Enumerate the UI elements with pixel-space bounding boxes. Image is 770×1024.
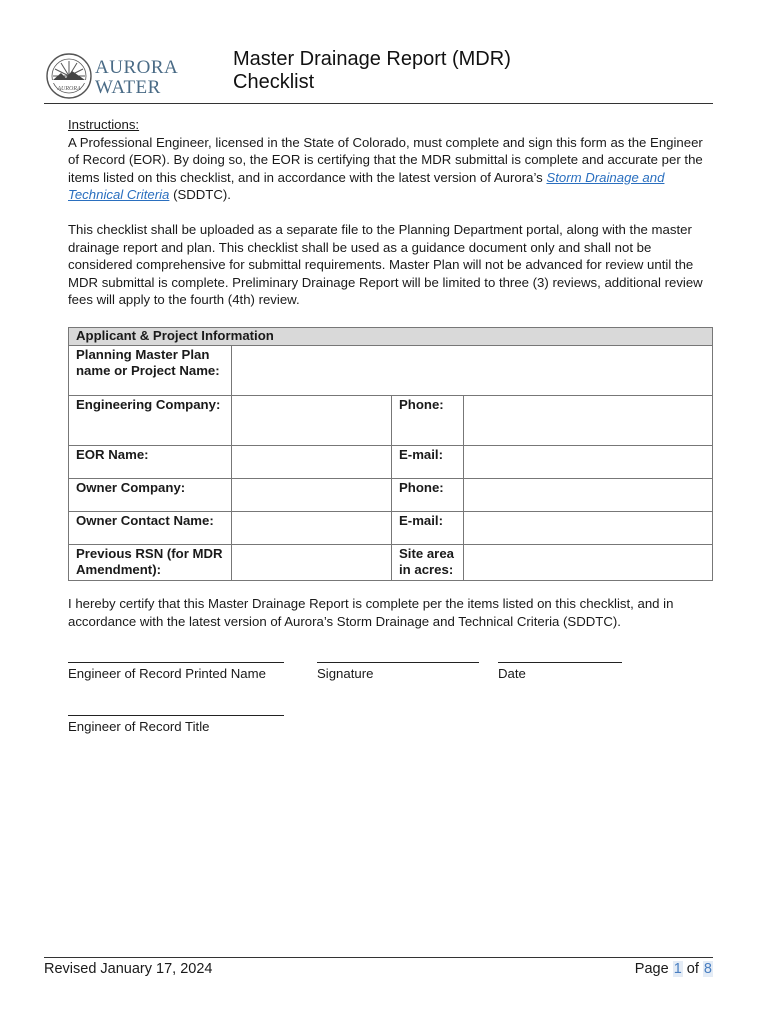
- owner-phone-field[interactable]: [464, 478, 713, 511]
- owner-contact-field[interactable]: [232, 511, 392, 544]
- title-line-2: Checklist: [233, 71, 315, 93]
- owner-company-label: Owner Company:: [69, 478, 232, 511]
- instructions-text-end: (SDDTC).: [169, 187, 231, 203]
- page-indicator: [635, 961, 713, 977]
- printed-name-line[interactable]: [68, 662, 284, 663]
- signature-line[interactable]: [317, 662, 479, 663]
- owner-company-field[interactable]: [232, 478, 392, 511]
- footer-divider: [44, 957, 713, 958]
- table-heading: Applicant & Project Information: [69, 328, 713, 346]
- date-label: Date: [498, 666, 526, 681]
- engineering-company-label: Engineering Company:: [69, 395, 232, 445]
- sddtc-link[interactable]: Storm Drainage and Technical Criteria: [68, 169, 665, 203]
- page-current: 1: [673, 961, 682, 977]
- logo-wordmark: [95, 58, 178, 98]
- eor-email-field[interactable]: [464, 445, 713, 478]
- instructions-label: Instructions:: [68, 117, 140, 132]
- project-name-label: Planning Master Plan name or Project Name:: [69, 345, 232, 395]
- page-of: of: [682, 961, 703, 977]
- engineering-phone-field[interactable]: [464, 395, 713, 445]
- aurora-water-logo: [45, 52, 185, 102]
- page-title: [233, 48, 511, 94]
- instructions-text: A Professional Engineer, licensed in the State of Colorado, must complete and sign this form as the Engineer of Record (EOR). By doing so, the EOR is certifying that the MDR submittal is complete and accurate per the items listed on this checklist, and in accordance with the latest version of Aurora’s: [68, 134, 703, 185]
- owner-email-field[interactable]: [464, 511, 713, 544]
- header-divider: [44, 103, 713, 104]
- owner-email-label: E-mail:: [392, 511, 464, 544]
- signature-label: Signature: [317, 666, 374, 681]
- page-total: 8: [703, 961, 712, 977]
- instructions-block: [68, 116, 713, 204]
- engineering-company-field[interactable]: [232, 395, 392, 445]
- date-line[interactable]: [498, 662, 622, 663]
- owner-phone-label: Phone:: [392, 478, 464, 511]
- printed-name-label: Engineer of Record Printed Name: [68, 666, 266, 681]
- revision-date: Revised January 17, 2024: [44, 961, 213, 977]
- eor-email-label: E-mail:: [392, 445, 464, 478]
- site-area-label: Site area in acres:: [392, 544, 464, 580]
- logo-line-1: AURORA: [95, 57, 179, 78]
- instructions-paragraph-2: This checklist shall be uploaded as a separate file to the Planning Department portal, along with the master drainage report and plan. This checklist shall be used as a guidance document only and shall not be considered comprehensive for submittal requirements. Master Plan will not be advanced for review until the MDR submittal is complete. Preliminary Drainage Report will be limited to three (3) reviews, additional review fees will apply to the fourth (4th) review.: [68, 222, 703, 308]
- instructions-paragraph-1: [68, 134, 713, 204]
- eor-title-line[interactable]: [68, 715, 284, 716]
- seal-text: AURORA: [57, 86, 81, 92]
- project-name-field[interactable]: [232, 345, 713, 395]
- eor-name-field[interactable]: [232, 445, 392, 478]
- owner-contact-label: Owner Contact Name:: [69, 511, 232, 544]
- eor-name-label: EOR Name:: [69, 445, 232, 478]
- previous-rsn-label: Previous RSN (for MDR Amendment):: [69, 544, 232, 580]
- title-line-1: Master Drainage Report (MDR): [233, 48, 511, 70]
- certification-statement: I hereby certify that this Master Drainage Report is complete per the items listed on this checklist, and in accordance with the latest version of Aurora’s Storm Drainage and Technical Criteria (SDDTC).: [68, 596, 674, 629]
- site-area-field[interactable]: [464, 544, 713, 580]
- aurora-seal-icon: [45, 52, 93, 100]
- logo-line-2: WATER: [95, 77, 161, 98]
- applicant-project-table: [68, 327, 713, 581]
- previous-rsn-field[interactable]: [232, 544, 392, 580]
- engineering-phone-label: Phone:: [392, 395, 464, 445]
- page-prefix: Page: [634, 961, 673, 977]
- eor-title-label: Engineer of Record Title: [68, 719, 210, 734]
